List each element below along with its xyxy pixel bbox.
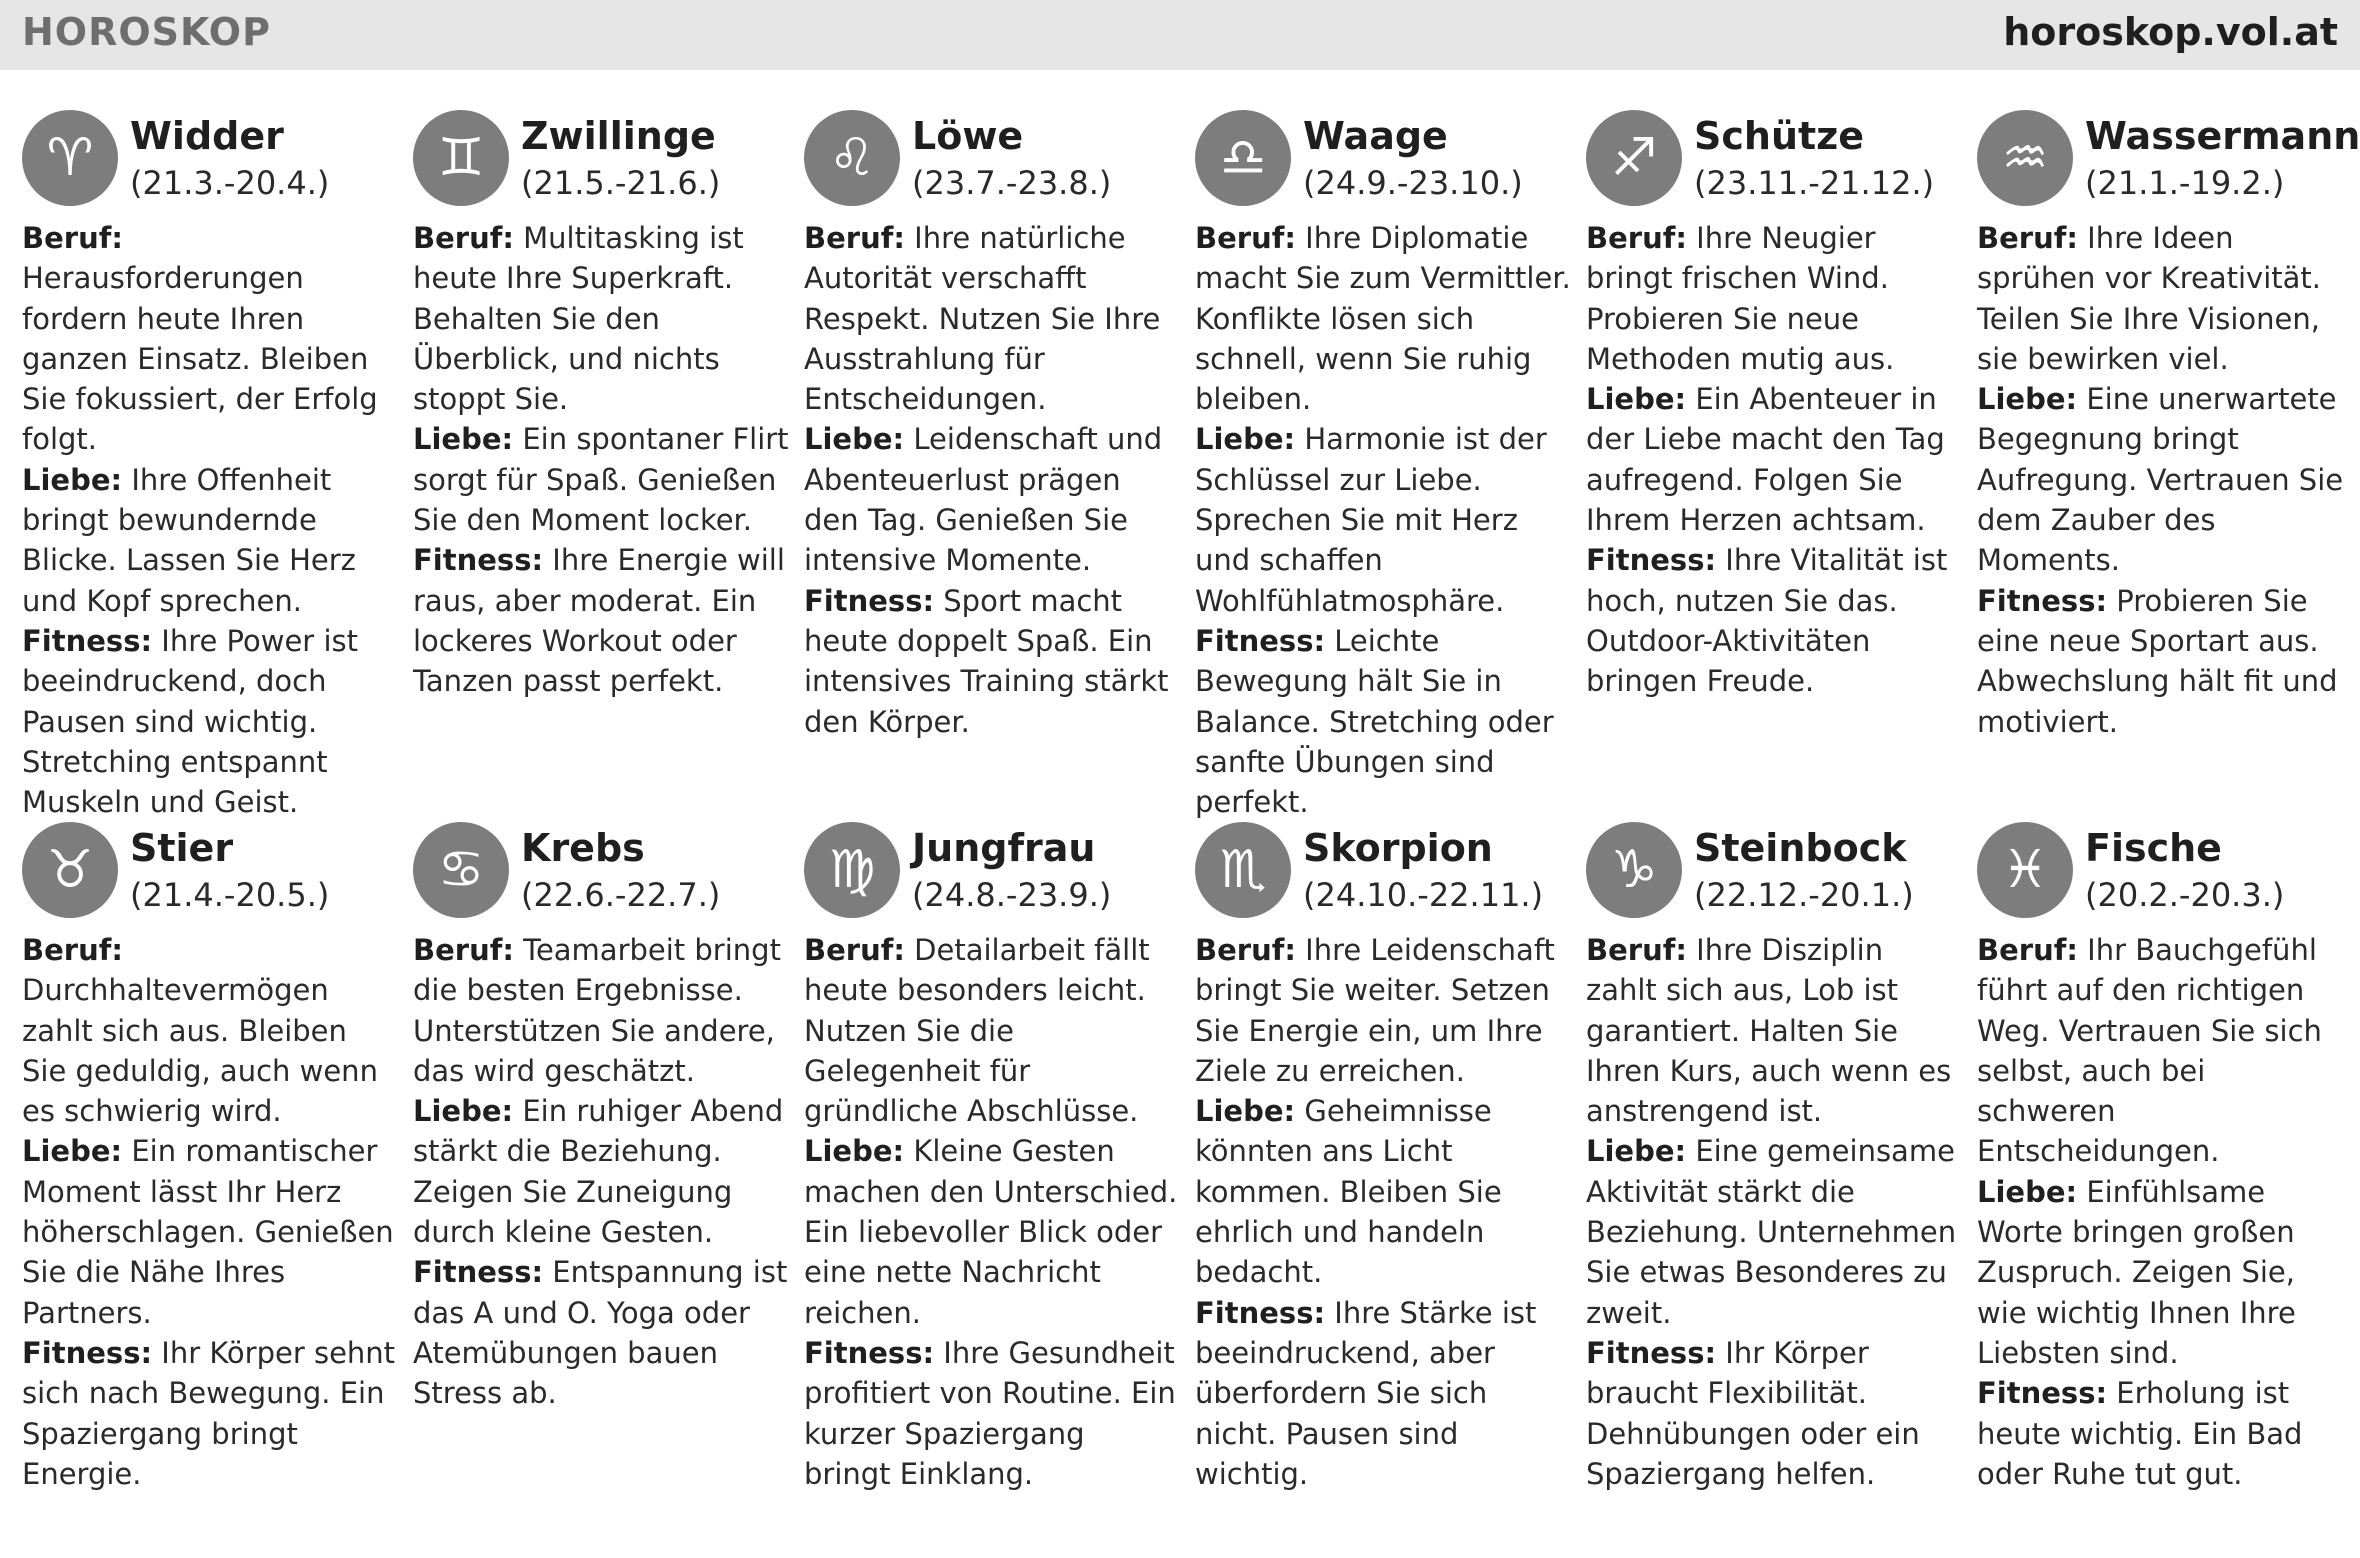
fitness-text: Entspannung ist das A und O. Yoga oder Atemübungen bauen Stress ab. [413, 1255, 788, 1411]
beruf-label: Beruf: [804, 221, 905, 255]
sign-steinbock [1586, 818, 1962, 1558]
site-url: horoskop.vol.at [2003, 10, 2338, 54]
sign-name: Wassermann [2085, 114, 2360, 158]
sign-skorpion [1195, 818, 1571, 1558]
beruf-paragraph [1195, 218, 1571, 419]
fitness-paragraph [22, 1333, 398, 1494]
liebe-paragraph [1586, 1131, 1962, 1332]
beruf-paragraph [1586, 930, 1962, 1131]
fitness-text: Ihre Stärke ist beeindruckend, aber überfordern Sie sich nicht. Pausen sind wichtig. [1195, 1295, 1537, 1491]
liebe-text: Eine gemeinsame Aktivität stärkt die Beziehung. Unternehmen Sie etwas Besonderes zu zweit. [1586, 1134, 1957, 1330]
fitness-label: Fitness: [413, 543, 544, 578]
sign-dates: (22.6.-22.7.) [521, 876, 721, 914]
beruf-text: Ihre natürliche Autorität verschafft Respekt. Nutzen Sie Ihre Ausstrahlung für Entscheidungen. [804, 221, 1161, 417]
sign-stier [22, 818, 398, 1558]
beruf-text: Ihre Leidenschaft bringt Sie weiter. Setzen Sie Energie ein, um Ihre Ziele zu erreichen. [1195, 933, 1555, 1088]
beruf-text: Herausforderungen fordern heute Ihren ganzen Einsatz. Bleiben Sie fokussiert, der Erfolg folgt. [22, 261, 378, 457]
sign-header [413, 106, 789, 218]
liebe-label: Liebe: [1195, 1094, 1296, 1129]
beruf-paragraph [1586, 218, 1962, 379]
sign-header [1977, 106, 2360, 218]
beruf-text: Ihre Disziplin zahlt sich aus, Lob ist garantiert. Halten Sie Ihren Kurs, auch wenn es anstrengend ist. [1586, 933, 1952, 1129]
sign-name: Löwe [912, 114, 1024, 158]
sign-header [1977, 818, 2353, 930]
beruf-label: Beruf: [1195, 221, 1296, 255]
sign-header [1586, 106, 1962, 218]
sign-dates: (21.3.-20.4.) [130, 164, 330, 202]
fitness-label: Fitness: [1195, 1295, 1326, 1330]
twins-icon: ♊ [413, 110, 509, 206]
sign-header [1586, 818, 1962, 930]
virgin-icon: ♍ [804, 822, 900, 918]
sign-name: Schütze [1694, 114, 1865, 158]
liebe-text: Harmonie ist der Schlüssel zur Liebe. Sprechen Sie mit Herz und schaffen Wohlfühlatmosphäre. [1195, 422, 1547, 618]
beruf-label: Beruf: [1977, 221, 2078, 255]
fitness-text: Ihr Körper braucht Flexibilität. Dehnübungen oder ein Spaziergang helfen. [1586, 1335, 1920, 1491]
sign-text [1586, 930, 1962, 1494]
liebe-paragraph [1586, 379, 1962, 540]
sign-dates: (21.1.-19.2.) [2085, 164, 2285, 202]
liebe-paragraph [22, 460, 398, 621]
liebe-paragraph [804, 419, 1180, 580]
liebe-paragraph [22, 1131, 398, 1332]
beruf-label: Beruf: [1586, 221, 1687, 255]
sign-name: Fische [2085, 826, 2222, 870]
fitness-text: Ihre Vitalität ist hoch, nutzen Sie das. Outdoor-Aktivitäten bringen Freude. [1586, 543, 1948, 699]
liebe-paragraph [1977, 379, 2353, 580]
beruf-paragraph [413, 930, 789, 1091]
liebe-text: Geheimnisse könnten ans Licht kommen. Bleiben Sie ehrlich und handeln bedacht. [1195, 1094, 1502, 1290]
sign-zwillinge [413, 106, 789, 818]
sign-text [22, 218, 398, 822]
fitness-label: Fitness: [1586, 543, 1717, 578]
sign-schütze [1586, 106, 1962, 818]
horoscope-grid [22, 106, 2360, 1558]
sign-dates: (21.5.-21.6.) [521, 164, 721, 202]
sign-dates: (24.8.-23.9.) [912, 876, 1112, 914]
fitness-label: Fitness: [1977, 583, 2108, 618]
fitness-paragraph [413, 1252, 789, 1413]
sign-text [413, 218, 789, 702]
beruf-paragraph [22, 930, 398, 1131]
sign-jungfrau [804, 818, 1180, 1558]
fitness-paragraph [22, 621, 398, 822]
sign-text [22, 930, 398, 1494]
liebe-label: Liebe: [1586, 382, 1687, 417]
liebe-paragraph [1977, 1172, 2353, 1373]
sign-header [413, 818, 789, 930]
liebe-label: Liebe: [804, 422, 905, 457]
liebe-label: Liebe: [413, 422, 514, 457]
fitness-paragraph [1195, 1293, 1571, 1494]
liebe-text: Ihre Offenheit bringt bewundernde Blicke. Lassen Sie Herz und Kopf sprechen. [22, 462, 356, 618]
fitness-label: Fitness: [22, 623, 153, 658]
liebe-label: Liebe: [804, 1134, 905, 1169]
fitness-text: Ihre Gesundheit profitiert von Routine. Ein kurzer Spaziergang bringt Einklang. [804, 1335, 1176, 1491]
sign-krebs [413, 818, 789, 1558]
liebe-label: Liebe: [1195, 422, 1296, 457]
beruf-label: Beruf: [1977, 933, 2078, 967]
beruf-text: Ihr Bauchgefühl führt auf den richtigen Weg. Vertrauen Sie sich selbst, auch bei schweren Entscheidungen. [1977, 933, 2322, 1169]
beruf-paragraph [1977, 218, 2353, 379]
sign-header [804, 106, 1180, 218]
fitness-label: Fitness: [22, 1335, 153, 1370]
sign-löwe [804, 106, 1180, 818]
beruf-paragraph [22, 218, 398, 460]
sign-name: Skorpion [1303, 826, 1493, 870]
liebe-text: Ein spontaner Flirt sorgt für Spaß. Genießen Sie den Moment locker. [413, 422, 789, 538]
sign-header [1195, 106, 1571, 218]
liebe-text: Leidenschaft und Abenteuerlust prägen den Tag. Genießen Sie intensive Momente. [804, 422, 1163, 578]
liebe-text: Kleine Gesten machen den Unterschied. Ein liebevoller Blick oder eine nette Nachricht reichen. [804, 1134, 1178, 1330]
liebe-text: Ein ruhiger Abend stärkt die Beziehung. Zeigen Sie Zuneigung durch kleine Gesten. [413, 1094, 784, 1250]
beruf-paragraph [1195, 930, 1571, 1091]
fitness-text: Erholung ist heute wichtig. Ein Bad oder Ruhe tut gut. [1977, 1376, 2303, 1491]
fitness-label: Fitness: [1977, 1376, 2108, 1411]
fish-icon: ♓ [1977, 822, 2073, 918]
sign-widder [22, 106, 398, 818]
sign-text [413, 930, 789, 1414]
page-title: HOROSKOP [22, 10, 271, 54]
scales-icon: ♎ [1195, 110, 1291, 206]
archer-icon: ♐ [1586, 110, 1682, 206]
scorpion-icon: ♏ [1195, 822, 1291, 918]
beruf-paragraph [804, 930, 1180, 1131]
fitness-paragraph [804, 1333, 1180, 1494]
sign-text [1977, 218, 2353, 742]
sign-header [22, 106, 398, 218]
fitness-label: Fitness: [1586, 1335, 1717, 1370]
liebe-label: Liebe: [22, 1134, 123, 1169]
beruf-text: Teamarbeit bringt die besten Ergebnisse. Unterstützen Sie andere, das wird geschätzt. [413, 933, 781, 1088]
beruf-text: Ihre Ideen sprühen vor Kreativität. Teilen Sie Ihre Visionen, sie bewirken viel. [1977, 221, 2321, 376]
sign-text [1195, 930, 1571, 1494]
liebe-paragraph [413, 1091, 789, 1252]
sign-text [1195, 218, 1571, 822]
fitness-text: Ihre Power ist beeindruckend, doch Pausen sind wichtig. Stretching entspannt Muskeln und Geist. [22, 623, 358, 820]
fitness-label: Fitness: [1195, 623, 1326, 658]
fitness-label: Fitness: [413, 1255, 544, 1290]
liebe-text: Ein Abenteuer in der Liebe macht den Tag aufregend. Folgen Sie Ihrem Herzen achtsam. [1586, 382, 1945, 538]
beruf-label: Beruf: [1195, 933, 1296, 967]
beruf-label: Beruf: [413, 221, 514, 255]
fitness-text: Ihre Energie will raus, aber moderat. Ein lockeres Workout oder Tanzen passt perfekt. [413, 543, 785, 699]
crab-icon: ♋ [413, 822, 509, 918]
sign-text [804, 930, 1180, 1494]
ram-icon: ♈ [22, 110, 118, 206]
liebe-paragraph [804, 1131, 1180, 1332]
liebe-label: Liebe: [413, 1094, 514, 1129]
water-bearer-icon: ♒ [1977, 110, 2073, 206]
fitness-paragraph [1195, 621, 1571, 822]
liebe-label: Liebe: [22, 462, 123, 497]
sign-name: Krebs [521, 826, 645, 870]
liebe-text: Einfühlsame Worte bringen großen Zuspruch. Zeigen Sie, wie wichtig Ihnen Ihre Liebsten sind. [1977, 1174, 2296, 1370]
liebe-text: Ein romantischer Moment lässt Ihr Herz höherschlagen. Genießen Sie die Nähe Ihres Partners. [22, 1134, 394, 1330]
beruf-paragraph [804, 218, 1180, 419]
sign-name: Jungfrau [912, 826, 1096, 870]
fitness-text: Leichte Bewegung hält Sie in Balance. Stretching oder sanfte Übungen sind perfekt. [1195, 623, 1554, 820]
fitness-paragraph [413, 540, 789, 701]
fitness-text: Probieren Sie eine neue Sportart aus. Abwechslung hält fit und motiviert. [1977, 583, 2338, 739]
sign-text [804, 218, 1180, 742]
beruf-text: Durchhaltevermögen zahlt sich aus. Bleiben Sie geduldig, auch wenn es schwierig wird. [22, 973, 378, 1129]
fitness-text: Sport macht heute doppelt Spaß. Ein intensives Training stärkt den Körper. [804, 583, 1169, 739]
sign-header [22, 818, 398, 930]
beruf-text: Detailarbeit fällt heute besonders leicht. Nutzen Sie die Gelegenheit für gründliche Abschlüsse. [804, 933, 1150, 1129]
beruf-paragraph [1977, 930, 2353, 1172]
fitness-text: Ihr Körper sehnt sich nach Bewegung. Ein Spaziergang bringt Energie. [22, 1335, 396, 1491]
fitness-paragraph [1977, 581, 2353, 742]
sign-header [1195, 818, 1571, 930]
fitness-paragraph [1586, 1333, 1962, 1494]
sign-dates: (24.9.-23.10.) [1303, 164, 1523, 202]
beruf-label: Beruf: [22, 221, 123, 255]
sign-dates: (23.11.-21.12.) [1694, 164, 1935, 202]
liebe-label: Liebe: [1586, 1134, 1687, 1169]
sign-name: Zwillinge [521, 114, 716, 158]
beruf-label: Beruf: [22, 933, 123, 967]
liebe-text: Eine unerwartete Begegnung bringt Aufregung. Vertrauen Sie dem Zauber des Moments. [1977, 382, 2344, 578]
sign-dates: (21.4.-20.5.) [130, 876, 330, 914]
sign-dates: (22.12.-20.1.) [1694, 876, 1914, 914]
fitness-label: Fitness: [804, 583, 935, 618]
sign-dates: (20.2.-20.3.) [2085, 876, 2285, 914]
liebe-label: Liebe: [1977, 1174, 2078, 1209]
liebe-paragraph [1195, 1091, 1571, 1292]
beruf-text: Ihre Diplomatie macht Sie zum Vermittler. Konflikte lösen sich schnell, wenn Sie ruhig bleiben. [1195, 221, 1571, 417]
sign-name: Stier [130, 826, 234, 870]
liebe-paragraph [413, 419, 789, 540]
sign-dates: (23.7.-23.8.) [912, 164, 1112, 202]
fitness-paragraph [1977, 1373, 2353, 1494]
sign-waage [1195, 106, 1571, 818]
beruf-text: Ihre Neugier bringt frischen Wind. Probieren Sie neue Methoden mutig aus. [1586, 221, 1895, 376]
sign-header [804, 818, 1180, 930]
header-bar [0, 0, 2360, 70]
fitness-paragraph [804, 581, 1180, 742]
sign-text [1977, 930, 2353, 1494]
beruf-paragraph [413, 218, 789, 419]
liebe-paragraph [1195, 419, 1571, 620]
sign-name: Steinbock [1694, 826, 1907, 870]
beruf-label: Beruf: [1586, 933, 1687, 967]
lion-icon: ♌ [804, 110, 900, 206]
beruf-label: Beruf: [804, 933, 905, 967]
sign-name: Widder [130, 114, 284, 158]
sign-wassermann [1977, 106, 2360, 818]
bull-icon: ♉ [22, 822, 118, 918]
fitness-label: Fitness: [804, 1335, 935, 1370]
sign-dates: (24.10.-22.11.) [1303, 876, 1544, 914]
beruf-text: Multitasking ist heute Ihre Superkraft. Behalten Sie den Überblick, und nichts stoppt Sie. [413, 221, 744, 417]
goat-icon: ♑ [1586, 822, 1682, 918]
sign-text [1586, 218, 1962, 702]
sign-name: Waage [1303, 114, 1448, 158]
fitness-paragraph [1586, 540, 1962, 701]
sign-fische [1977, 818, 2353, 1558]
liebe-label: Liebe: [1977, 382, 2078, 417]
beruf-label: Beruf: [413, 933, 514, 967]
